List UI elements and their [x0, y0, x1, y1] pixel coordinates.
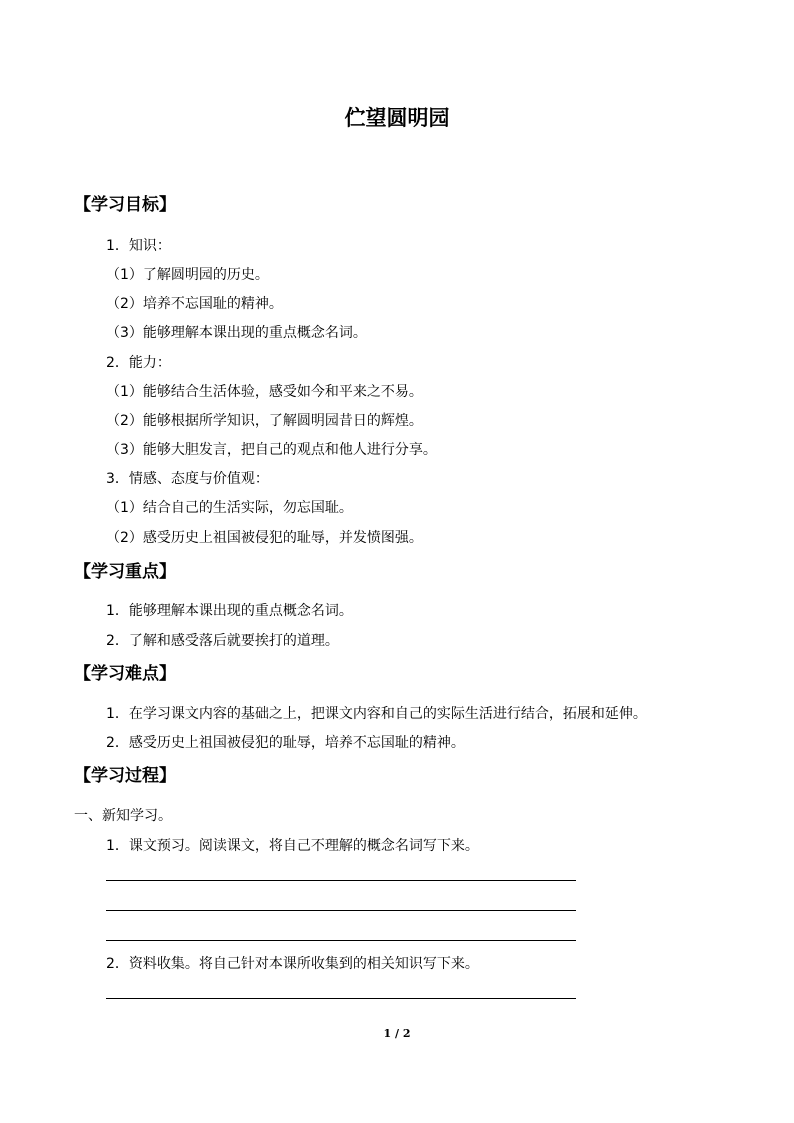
section-heading-process: 【学习过程】 [74, 766, 176, 786]
process-step-1: 1．课文预习。阅读课文，将自己不理解的概念名词写下来。 [106, 838, 479, 854]
objective-emotion-item-2: （2）感受历史上祖国被侵犯的耻辱，并发愤图强。 [106, 530, 423, 546]
objective-emotion-item-1: （1）结合自己的生活实际，勿忘国耻。 [106, 500, 353, 516]
difficulty-2: 2．感受历史上祖国被侵犯的耻辱，培养不忘国耻的精神。 [106, 735, 465, 751]
objective-knowledge: 1．知识： [106, 238, 171, 254]
answer-line-4[interactable] [106, 998, 576, 999]
page-number: 1 / 2 [383, 1027, 411, 1040]
objective-knowledge-item-3: （3）能够理解本课出现的重点概念名词。 [106, 325, 367, 341]
objective-knowledge-item-1: （1）了解圆明园的历史。 [106, 267, 269, 283]
answer-line-2[interactable] [106, 910, 576, 911]
objective-emotion: 3．情感、态度与价值观： [106, 471, 269, 487]
objective-ability-item-2: （2）能够根据所学知识，了解圆明园昔日的辉煌。 [106, 413, 423, 429]
section-heading-key-points: 【学习重点】 [74, 562, 176, 582]
objective-ability-item-1: （1）能够结合生活体验，感受如今和平来之不易。 [106, 384, 423, 400]
page-title: 伫望圆明园 [344, 105, 450, 130]
objective-knowledge-item-2: （2）培养不忘国耻的精神。 [106, 296, 283, 312]
answer-line-3[interactable] [106, 940, 576, 941]
key-point-1: 1．能够理解本课出现的重点概念名词。 [106, 603, 353, 619]
section-heading-difficulties: 【学习难点】 [74, 664, 176, 684]
difficulty-1: 1．在学习课文内容的基础之上，把课文内容和自己的实际生活进行结合，拓展和延伸。 [106, 706, 647, 722]
answer-line-1[interactable] [106, 880, 576, 881]
process-part-1: 一、新知学习。 [74, 808, 172, 824]
objective-ability-item-3: （3）能够大胆发言，把自己的观点和他人进行分享。 [106, 442, 437, 458]
objective-ability: 2．能力： [106, 355, 171, 371]
key-point-2: 2．了解和感受落后就要挨打的道理。 [106, 633, 339, 649]
process-step-2: 2．资料收集。将自己针对本课所收集到的相关知识写下来。 [106, 956, 479, 972]
section-heading-objectives: 【学习目标】 [74, 195, 176, 215]
